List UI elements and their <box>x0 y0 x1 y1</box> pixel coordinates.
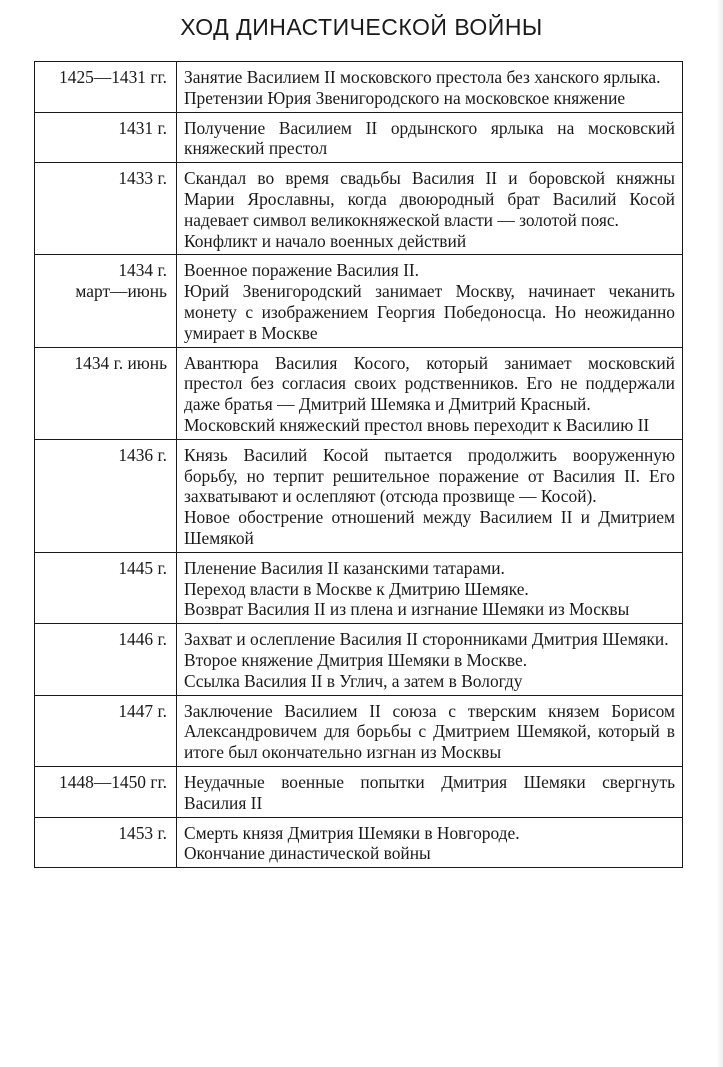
date-cell <box>35 695 177 766</box>
date-text: март—июнь <box>75 281 167 302</box>
date-text: 1431 г. <box>118 117 167 138</box>
event-paragraph: Переход власти в Москве к Дмитрию Шемяке. <box>184 578 529 599</box>
table-row <box>35 112 683 163</box>
date-text: 1434 г. <box>118 260 167 281</box>
table-row <box>35 817 683 868</box>
date-cell <box>35 552 177 623</box>
date-text: 1448—1450 гг. <box>59 771 167 792</box>
date-text: 1436 г. <box>118 444 167 465</box>
date-cell <box>35 817 177 868</box>
page-edge-shadow <box>717 0 723 1067</box>
event-description-cell <box>177 255 683 347</box>
events-table <box>34 61 683 868</box>
event-paragraph: Конфликт и начало военных действий <box>184 230 467 251</box>
event-paragraph: Возврат Василия II из плена и изгнание Шемяки из Москвы <box>184 599 630 620</box>
event-description-cell <box>177 766 683 817</box>
date-text: 1447 г. <box>118 700 167 721</box>
event-paragraph: Московский княжеский престол вновь переходит к Василию II <box>184 414 650 435</box>
event-paragraph: Юрий Звенигородский занимает Москву, начинает чеканить монету с изображением Георгия Победоносца. Но неожиданно умирает в Москве <box>184 281 675 343</box>
date-cell <box>35 439 177 552</box>
date-text: 1445 г. <box>118 557 167 578</box>
event-description-cell <box>177 163 683 255</box>
event-description-cell <box>177 552 683 623</box>
event-description-cell <box>177 62 683 113</box>
event-paragraph: Претензии Юрия Звенигородского на московское княжение <box>184 87 626 108</box>
event-paragraph: Смерть князя Дмитрия Шемяки в Новгороде. <box>184 822 520 843</box>
event-paragraph: Захват и ослепление Василия II сторонниками Дмитрия Шемяки. <box>184 629 669 650</box>
date-text: 1433 г. <box>118 168 167 189</box>
event-paragraph: Военное поражение Василия II. <box>184 260 420 281</box>
table-row <box>35 439 683 552</box>
event-paragraph: Новое обострение отношений между Василием II и Дмитрием Шемякой <box>184 507 675 548</box>
event-description-cell <box>177 695 683 766</box>
date-text: 1425—1431 гг. <box>59 67 167 87</box>
date-text: 1446 г. <box>118 629 167 650</box>
date-cell <box>35 112 177 163</box>
event-paragraph: Заключение Василием II союза с тверским князем Борисом Александровичем для борьбы с Дмитрием Шемякой, который в итоге был окончательно изгнан из Москвы <box>184 700 675 763</box>
event-paragraph: Пленение Василия II казанскими татарами. <box>184 557 505 578</box>
date-cell <box>35 347 177 439</box>
event-description-cell <box>177 347 683 439</box>
date-text: 1434 г. июнь <box>74 352 167 373</box>
table-row <box>35 552 683 623</box>
date-cell <box>35 766 177 817</box>
date-cell <box>35 62 177 113</box>
event-description-cell <box>177 817 683 868</box>
date-cell <box>35 624 177 695</box>
table-row <box>35 163 683 255</box>
event-description-cell <box>177 112 683 163</box>
event-paragraph: Авантюра Василия Косого, который занимает московский престол без согласия своих родственников. Его не поддержали даже братья — Дмитрий Шемяка и Дмитрий Красный. <box>184 352 675 415</box>
date-cell <box>35 255 177 347</box>
page-title: ХОД ДИНАСТИЧЕСКОЙ ВОЙНЫ <box>180 14 543 40</box>
table-row <box>35 255 683 347</box>
event-paragraph: Князь Василий Косой пытается продолжить вооруженную борьбу, но терпит решительное поражение от Василия II. Его захватывают и ослепляют (отсюда прозвище — Косой). <box>184 444 675 507</box>
table-row <box>35 624 683 695</box>
table-row <box>35 62 683 113</box>
events-table-body <box>35 62 683 868</box>
date-text: 1453 г. <box>118 822 167 843</box>
event-description-cell <box>177 624 683 695</box>
date-cell <box>35 163 177 255</box>
event-paragraph: Окончание династической войны <box>184 843 431 864</box>
table-row <box>35 695 683 766</box>
event-paragraph: Второе княжение Дмитрия Шемяки в Москве. <box>184 649 528 670</box>
table-row <box>35 766 683 817</box>
table-row <box>35 347 683 439</box>
event-paragraph: Ссылка Василия II в Углич, а затем в Вологду <box>184 670 523 691</box>
event-paragraph: Занятие Василием II московского престола без ханского ярлыка. <box>184 67 661 87</box>
event-paragraph: Получение Василием II ордынского ярлыка на московский княжеский престол <box>184 117 675 159</box>
event-paragraph: Скандал во время свадьбы Василия II и боровской княжны Марии Ярославны, когда двоюродный брат Василий Косой надевает символ великокняжеской власти — золотой пояс. <box>184 168 675 230</box>
event-description-cell <box>177 439 683 552</box>
event-paragraph: Неудачные военные попытки Дмитрия Шемяки свергнуть Василия II <box>184 771 675 813</box>
